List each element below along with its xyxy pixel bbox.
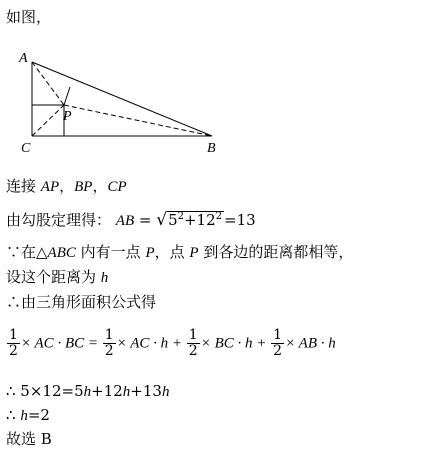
fraction-half: $\frac{1}{2}$ <box>273 327 283 359</box>
label-a: A <box>19 51 28 66</box>
pythagorean-line: 由勾股定理得： AB = $√5^2+12^2 =13$ <box>6 210 256 230</box>
fraction-half: $\frac{1}{2}$ <box>188 327 198 359</box>
label-p: P <box>63 109 72 124</box>
side-ab <box>32 62 212 136</box>
fraction-half: $\frac{1}{2}$ <box>104 327 114 359</box>
label-b: B <box>207 141 216 156</box>
intro-text: 如图， <box>6 8 52 26</box>
triangle-figure <box>0 0 435 170</box>
distance-line: 设这个距离为 h <box>6 268 109 286</box>
answer-line: 故选 B <box>6 430 52 448</box>
fraction-half: $\frac{1}{2}$ <box>9 327 18 359</box>
area-equation: $\frac{1}{2}$ × AC · BC = $\frac{1}{2}$ × AC · h + $\frac{1}{2}$ × BC · h + $\frac{1}{2}$ × AB · h <box>9 327 336 359</box>
condition-line: ∵在△ABC 内有一点 P，点 P 到各边的距离都相等， <box>6 243 354 261</box>
segment-cp <box>32 105 64 136</box>
connect-line: 连接 AP，BP，CP <box>6 177 127 195</box>
segment-bp <box>64 105 212 136</box>
perp-to-ab <box>64 87 70 105</box>
area-formula-line: ∴由三角形面积公式得 <box>6 293 157 311</box>
solution-line: ∴ h=2 <box>6 406 50 424</box>
numeric-equation: ∴ 5×12=5h+12h+13h <box>6 382 170 400</box>
label-c: C <box>21 141 31 156</box>
